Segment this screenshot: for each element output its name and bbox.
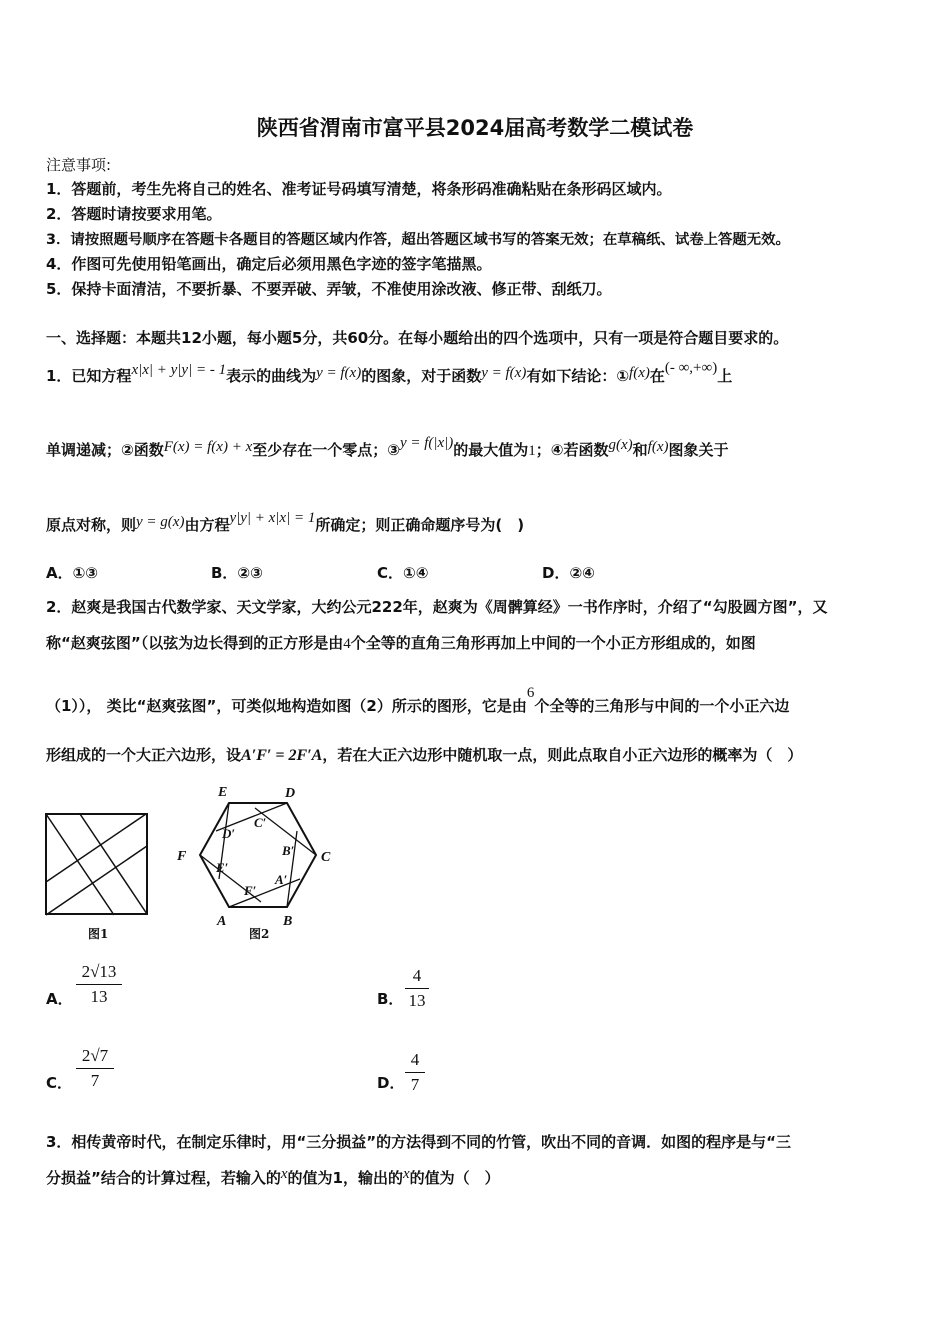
figure-2-hexagon-diagram	[185, 795, 335, 920]
q3-line-1: 3．相传黄帝时代，在制定乐律时，用“三分损益”的方法得到不同的竹管，吹出不同的音调．如图的程序是与“三	[46, 1133, 792, 1151]
vertex-label-d: D	[285, 786, 296, 801]
vertex-label-c: C	[321, 850, 331, 865]
q2-option-c-denominator: 7	[90, 1071, 100, 1090]
q2-option-a-denominator: 13	[90, 987, 108, 1006]
notice-heading: 注意事项:	[46, 156, 112, 174]
q2-option-b-numerator: 4	[412, 966, 422, 985]
q2-option-c-label[interactable]: C．	[46, 1074, 73, 1092]
q2-option-a-label[interactable]: A．	[46, 990, 73, 1008]
q2-line-2: 称“赵爽弦图”（以弦为边长得到的正方形是由4个全等的直角三角形再加上中间的一个小正方形组成的，如图	[46, 634, 756, 652]
notice-item-2: 2．答题时请按要求用笔。	[46, 205, 222, 223]
q1-option-a[interactable]: A．①③	[46, 564, 99, 582]
figure-1-zhao-shuang-diagram	[44, 812, 150, 916]
q2-line-1: 2．赵爽是我国古代数学家、天文学家，大约公元222年，赵爽为《周髀算经》一书作序时，介绍了“勾股圆方图”，又	[46, 598, 828, 616]
q3-line-2: 分损益”结合的计算过程，若输入的x的值为1，输出的x的值为（ ）	[46, 1166, 500, 1187]
figure-1-caption: 图1	[88, 927, 109, 941]
q2-option-b-fraction[interactable]	[405, 966, 429, 1011]
notice-item-1: 1．答题前，考生先将自己的姓名、准考证号码填写清楚，将条形码准确粘贴在条形码区域内。	[46, 180, 672, 198]
vertex-label-f-prime: F′	[244, 883, 257, 898]
q2-option-d-numerator: 4	[410, 1050, 420, 1069]
vertex-label-b: B	[283, 914, 293, 929]
vertex-label-a-prime: A′	[275, 872, 288, 887]
q1-line-2: 单调递减；②函数F(x) = f(x) + x至少存在一个零点；③y = f(|x|)的最大值为1；④若函数g(x)和f(x)图象关于	[46, 435, 729, 459]
vertex-label-e-prime: E′	[216, 860, 229, 875]
q2-option-c-fraction[interactable]	[76, 1046, 114, 1091]
vertex-label-b-prime: B′	[282, 843, 295, 858]
q2-line-3: （1））， 类比“赵爽弦图”，可类似地构造如图（2）所示的图形，它是由6个全等的三角形与中间的一个小正六边	[46, 685, 790, 715]
q2-option-b-label[interactable]: B．	[377, 990, 404, 1008]
q2-option-d-denominator: 7	[410, 1075, 420, 1094]
notice-item-3: 3．请按照题号顺序在答题卡各题目的答题区域内作答，超出答题区域书写的答案无效；在草稿纸、试卷上答题无效。	[46, 232, 790, 248]
q2-option-d-fraction[interactable]	[405, 1050, 425, 1095]
vertex-label-c-prime: C′	[254, 815, 267, 830]
q1-line-1: 1．已知方程x|x| + y|y| = - 1表示的曲线为y = f(x)的图象，对于函数y = f(x)有如下结论：①f(x)在(- ∞,+∞)上	[46, 360, 733, 385]
q2-line-4: 形组成的一个大正六边形，设A′F′ = 2F′A，若在大正六边形中随机取一点，则此点取自小正六边形的概率为（ ）	[46, 746, 803, 764]
section-1-heading: 一、选择题：本题共12小题，每小题5分，共60分。在每小题给出的四个选项中，只有一项是符合题目要求的。	[46, 329, 789, 347]
vertex-label-d-prime: D′	[222, 826, 236, 841]
q2-option-d-label[interactable]: D．	[377, 1074, 405, 1092]
page-title: 陕西省渭南市富平县2024届高考数学二模试卷	[256, 116, 694, 140]
q2-option-a-fraction[interactable]	[76, 962, 122, 1007]
vertex-label-a: A	[217, 914, 227, 929]
figure-2-caption: 图2	[249, 927, 270, 941]
q1-option-b[interactable]: B．②③	[211, 564, 263, 582]
vertex-label-f: F	[177, 849, 187, 864]
q2-option-b-denominator: 13	[408, 991, 426, 1010]
q1-option-d[interactable]: D．②④	[542, 564, 595, 582]
vertex-label-e: E	[218, 785, 228, 800]
q2-option-c-numerator: 2√7	[81, 1046, 109, 1065]
notice-item-5: 5．保持卡面清洁，不要折暴、不要弄破、弄皱，不准使用涂改液、修正带、刮纸刀。	[46, 280, 612, 298]
notice-item-4: 4．作图可先使用铅笔画出，确定后必须用黑色字迹的签字笔描黑。	[46, 255, 492, 273]
q2-option-a-numerator: 2√13	[81, 962, 117, 981]
q1-line-3: 原点对称，则y = g(x)由方程y|y| + x|x| = 1所确定；则正确命题序号为( )	[46, 510, 525, 534]
q1-option-c[interactable]: C．①④	[377, 564, 429, 582]
